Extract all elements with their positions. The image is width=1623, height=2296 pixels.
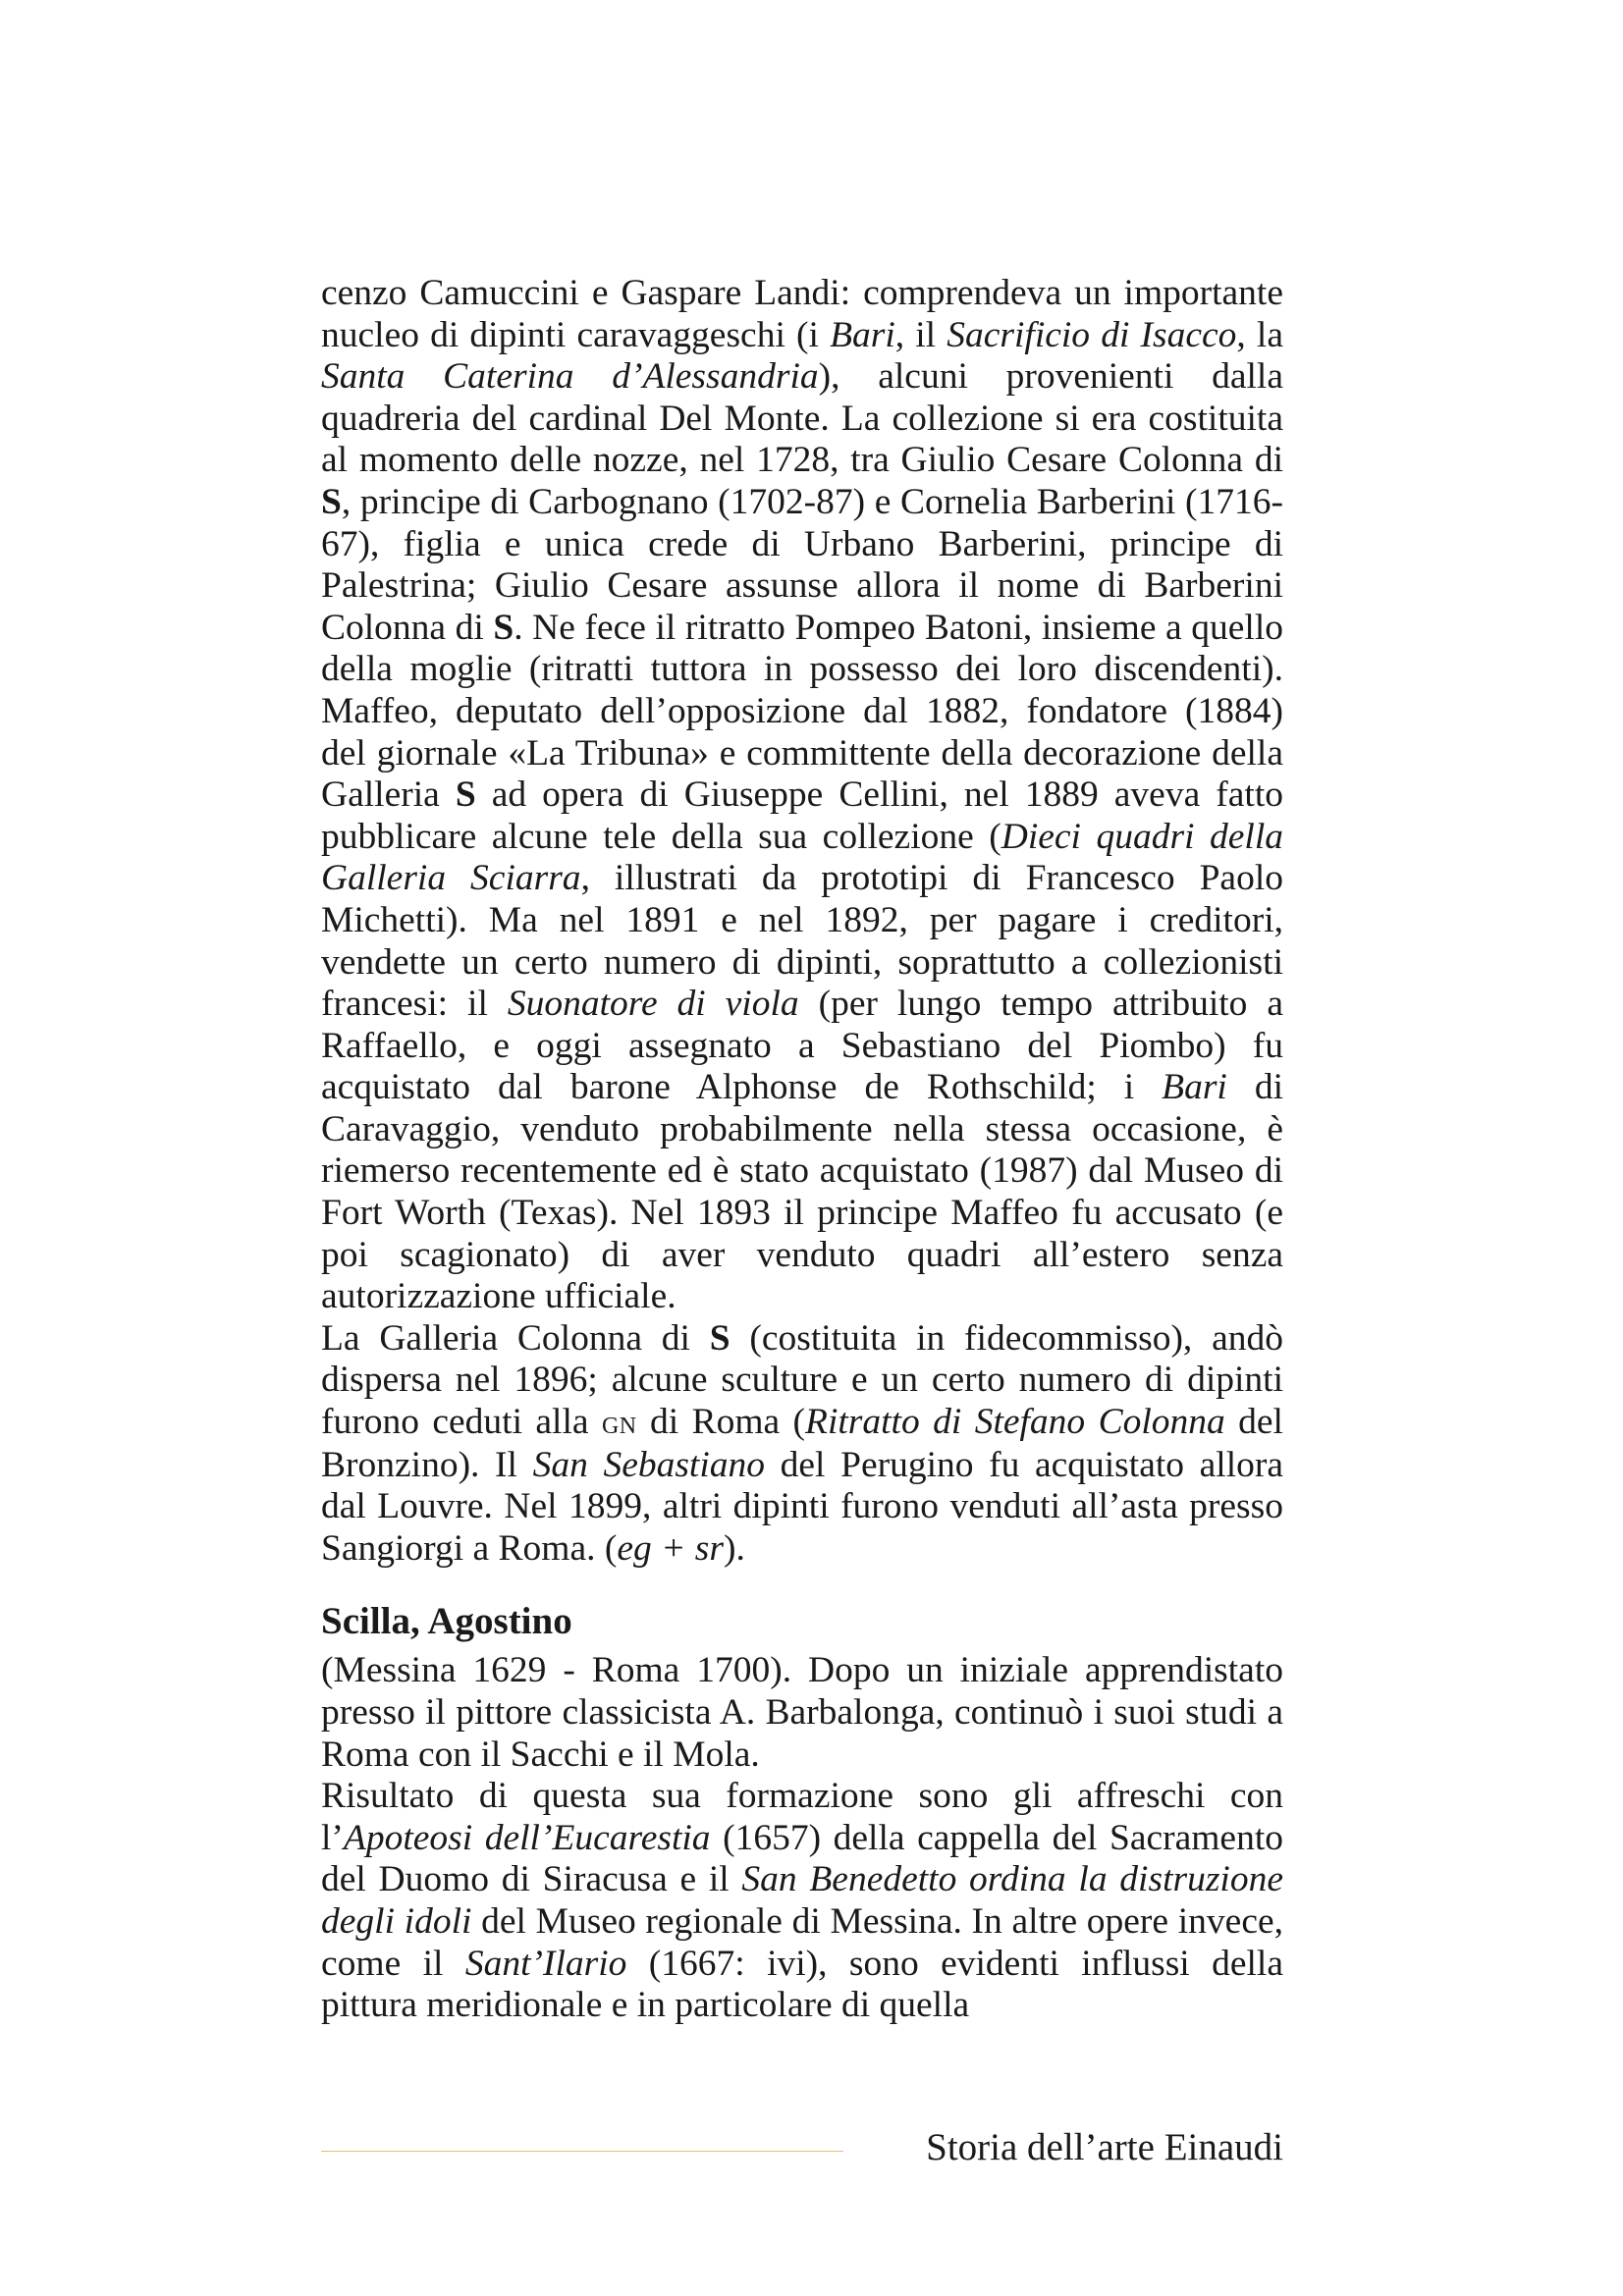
text-run: ad opera di Giuseppe Cellini, nel 1889 aveva fatto pubblicare alcune tele della sua collezione ( [321, 774, 1283, 857]
entry-abbreviation: S [455, 774, 476, 816]
entry-abbreviation: S [709, 1317, 730, 1359]
entry-heading: Scilla, Agostino [321, 1600, 572, 1643]
text-run: La Galleria Colonna di [321, 1317, 710, 1359]
artwork-title: Bari [1162, 1067, 1227, 1108]
paragraph-collection-dispersal [321, 1318, 1283, 1571]
footer-rule [321, 2151, 843, 2152]
text-run: del Perugino fu acquistato allora dal Louvre. Nel 1899, altri dipinti furono venduti all’asta presso Sangiorgi a Roma. ( [321, 1444, 1283, 1569]
artwork-title: San Benedetto ordina la distruzione degli idoli [321, 1859, 1283, 1942]
text-run: (1657) della cappella del Sacramento del Duomo di Siracusa e il [321, 1817, 1283, 1900]
paragraph-works [321, 1776, 1283, 2027]
text-run: Risultato di questa sua formazione sono gli affreschi con l’ [321, 1776, 1283, 1858]
text-run: , principe di Carbognano (1702-87) e Cornelia Barberini (1716-67), figlia e unica crede di Urbano Barberini, principe di Palestrina; Giulio Cesare assunse allora il nome di Barberini Colonna di [321, 481, 1283, 648]
artwork-title: Apoteosi dell’Eucarestia [343, 1817, 711, 1858]
text-run: , il [894, 314, 947, 355]
artwork-title: Bari [830, 314, 895, 355]
text-run: (per lungo tempo attribuito a Raffaello, e oggi assegnato a Sebastiano del Piombo) fu acquistato dal barone Alphonse de Rothschild; i [321, 984, 1284, 1108]
text-run: ). [724, 1527, 745, 1569]
entry-abbreviation: S [493, 607, 514, 648]
page-body [321, 273, 1283, 2027]
artwork-title: Santa Caterina d’Alessandria [321, 356, 819, 398]
artwork-title: Suonatore di viola [507, 984, 799, 1025]
text-run: cenzo Camuccini e Gaspare Landi: comprendeva un importante nucleo di dipinti caravaggeschi (i [321, 273, 1283, 355]
text-run: . Ne fece il ritratto Pompeo Batoni, insieme a quello della moglie (ritratti tuttora in possesso dei loro discendenti). Maffeo, deputato dell’opposizione dal 1882, fondatore (1884) del giornale «La Tribuna» e committente della decorazione della Galleria [321, 607, 1283, 816]
footer-title: Storia dell’arte Einaudi [926, 2126, 1283, 2168]
page-footer [321, 2123, 1283, 2172]
text-run: ), alcuni provenienti dalla quadreria del cardinal Del Monte. La collezione si era costituita al momento delle nozze, nel 1728, tra Giulio Cesare Colonna di [321, 356, 1283, 481]
text-run: del Bronzino). Il [321, 1402, 1283, 1485]
museum-abbreviation: gn [601, 1405, 637, 1442]
author-initials: eg + sr [617, 1527, 724, 1569]
text-run: (costituita in fidecommisso), andò dispersa nel 1896; alcune sculture e un certo numero di dipinti furono ceduti alla [321, 1317, 1283, 1443]
text-run: , la [1236, 314, 1283, 355]
text-run: , illustrati da prototipi di Francesco Paolo Michetti). Ma nel 1891 e nel 1892, per pagare i creditori, vendette un certo numero di dipinti, soprattutto a collezionisti francesi: il [321, 858, 1283, 1025]
artwork-title: Sant’Ilario [464, 1943, 627, 1984]
paragraph-biography: (Messina 1629 - Roma 1700). Dopo un iniziale apprendistato presso il pittore classicista A. Barbalonga, continuò i suoi studi a Roma con il Sacchi e il Mola. [321, 1650, 1283, 1775]
text-run: di Caravaggio, venduto probabilmente nella stessa occasione, è riemerso recentemente ed è stato acquistato (1987) dal Museo di Fort Worth (Texas). Nel 1893 il principe Maffeo fu accusato (e poi scagionato) di aver venduto quadri all’estero senza autorizzazione ufficiale. [321, 1067, 1283, 1317]
entry-abbreviation: S [321, 481, 342, 522]
artwork-title: Sacrificio di Isacco [947, 314, 1237, 355]
text-run: di Roma ( [636, 1402, 806, 1443]
text-run: del Museo regionale di Messina. In altre opere invece, come il [321, 1900, 1283, 1984]
text-run: (1667: ivi), sono evidenti influssi della pittura meridionale e in particolare di quella [321, 1943, 1283, 2026]
artwork-title: Ritratto di Stefano Colonna [805, 1402, 1225, 1443]
paragraph-collection-history [321, 273, 1283, 1318]
publication-title: Dieci quadri della Galleria Sciarra [321, 816, 1283, 899]
artwork-title: San Sebastiano [532, 1444, 766, 1485]
